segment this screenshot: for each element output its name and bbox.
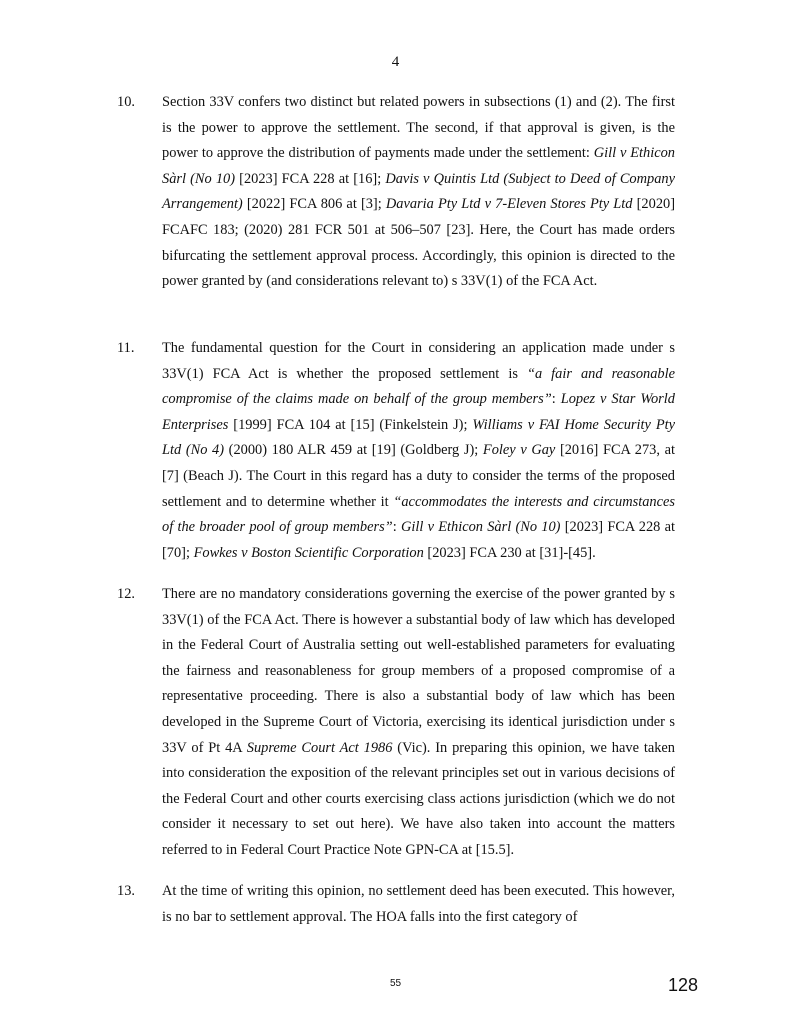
paragraph-13 (117, 879, 675, 930)
italic-citation: Davis v Quintis Ltd (Subject to Deed of Company Arrangement) (162, 170, 675, 213)
text-run: (Vic). In preparing this opinion, we have taken into consideration the exposition of the relevant principles set out in various decisions of the Federal Court and other courts exercising class actions jurisdiction (which we do not consider it necessary to set out here). We have also taken into account the matters referred to in Federal Court Practice Note GPN-CA at [15.5]. (162, 739, 675, 858)
paragraph-number: 13. (117, 883, 135, 899)
text-run: There are no mandatory considerations governing the exercise of the power granted by s 33V(1) of the FCA Act. There is however a substantial body of law which has developed in the Federal Court of Australia setting out well-established parameters for evaluating the fairness and reasonableness for group members of a proposed compromise of a representative proceeding. There is also a substantial body of law which has been developed in the Supreme Court of Victoria, exercising its identical jurisdiction under s 33V of Pt 4A (162, 586, 675, 756)
text-run: Section 33V confers two distinct but related powers in subsections (1) and (2). The first is the power to approve the settlement. The second, if that approval is given, is the power to approve the distribution of payments made under the settlement: (162, 94, 675, 162)
footer-page-number: 55 (389, 978, 402, 989)
text-run: The fundamental question for the Court in considering an application made under s 33V(1) FCA Act is whether the proposed settlement is (162, 340, 675, 382)
paragraph-body (162, 879, 675, 930)
italic-citation: “a fair and reasonable compromise of the claims made on behalf of the group members” (162, 365, 675, 408)
paragraph-body (162, 336, 675, 566)
italic-citation: Fowkes v Boston Scientific Corporation (193, 544, 424, 561)
text-run: [2023] FCA 228 at [16]; (235, 170, 386, 187)
paragraph-12 (117, 582, 675, 864)
text-run: : (392, 519, 401, 536)
text-run: [2023] FCA 228 at [70]; (162, 519, 675, 561)
paragraph-body (162, 582, 675, 864)
text-run: [2023] FCA 230 at [31]-[45]. (423, 544, 596, 561)
paragraph-body (162, 90, 675, 295)
paragraph-number: 10. (117, 94, 135, 110)
paragraph-number: 11. (117, 340, 135, 356)
italic-citation: Davaria Pty Ltd v 7-Eleven Stores Pty Ltd (385, 196, 633, 213)
italic-citation: Williams v FAI Home Security Pty Ltd (No 4) (162, 416, 675, 459)
text-run: (2000) 180 ALR 459 at [19] (Goldberg J); (224, 442, 483, 459)
text-run: [2020] FCAFC 183; (2020) 281 FCR 501 at 506–507 [23]. Here, the Court has made orders bifurcating the settlement approval process. Accordingly, this opinion is directed to the power granted by (and considerations relevant to) s 33V(1) of the FCA Act. (162, 196, 676, 290)
paragraph-11 (117, 336, 675, 566)
italic-citation: Foley v Gay (482, 442, 556, 459)
italic-citation: Gill v Ethicon Sàrl (No 10) (400, 519, 561, 536)
text-run: : (551, 391, 561, 408)
paragraph-10 (117, 90, 675, 295)
text-run: [1999] FCA 104 at [15] (Finkelstein J); (228, 416, 473, 433)
footer-document-page-number: 128 (667, 975, 698, 995)
paragraph-number: 12. (117, 586, 135, 602)
italic-citation: Gill v Ethicon Sàrl (No 10) (162, 145, 675, 187)
italic-citation: “accommodates the interests and circumstances of the broader pool of group members” (162, 493, 675, 536)
italic-citation: Supreme Court Act 1986 (246, 739, 393, 756)
page-number: 4 (391, 54, 400, 70)
text-run: [2016] FCA 273, at [7] (Beach J). The Court in this regard has a duty to consider the terms of the proposed settlement and to determine whether it (162, 442, 675, 510)
text-run: [2022] FCA 806 at [3]; (242, 196, 386, 213)
italic-citation: Lopez v Star World Enterprises (162, 391, 675, 433)
text-run: At the time of writing this opinion, no settlement deed has been executed. This however, is no bar to settlement approval. The HOA falls into the first category of (162, 883, 675, 925)
